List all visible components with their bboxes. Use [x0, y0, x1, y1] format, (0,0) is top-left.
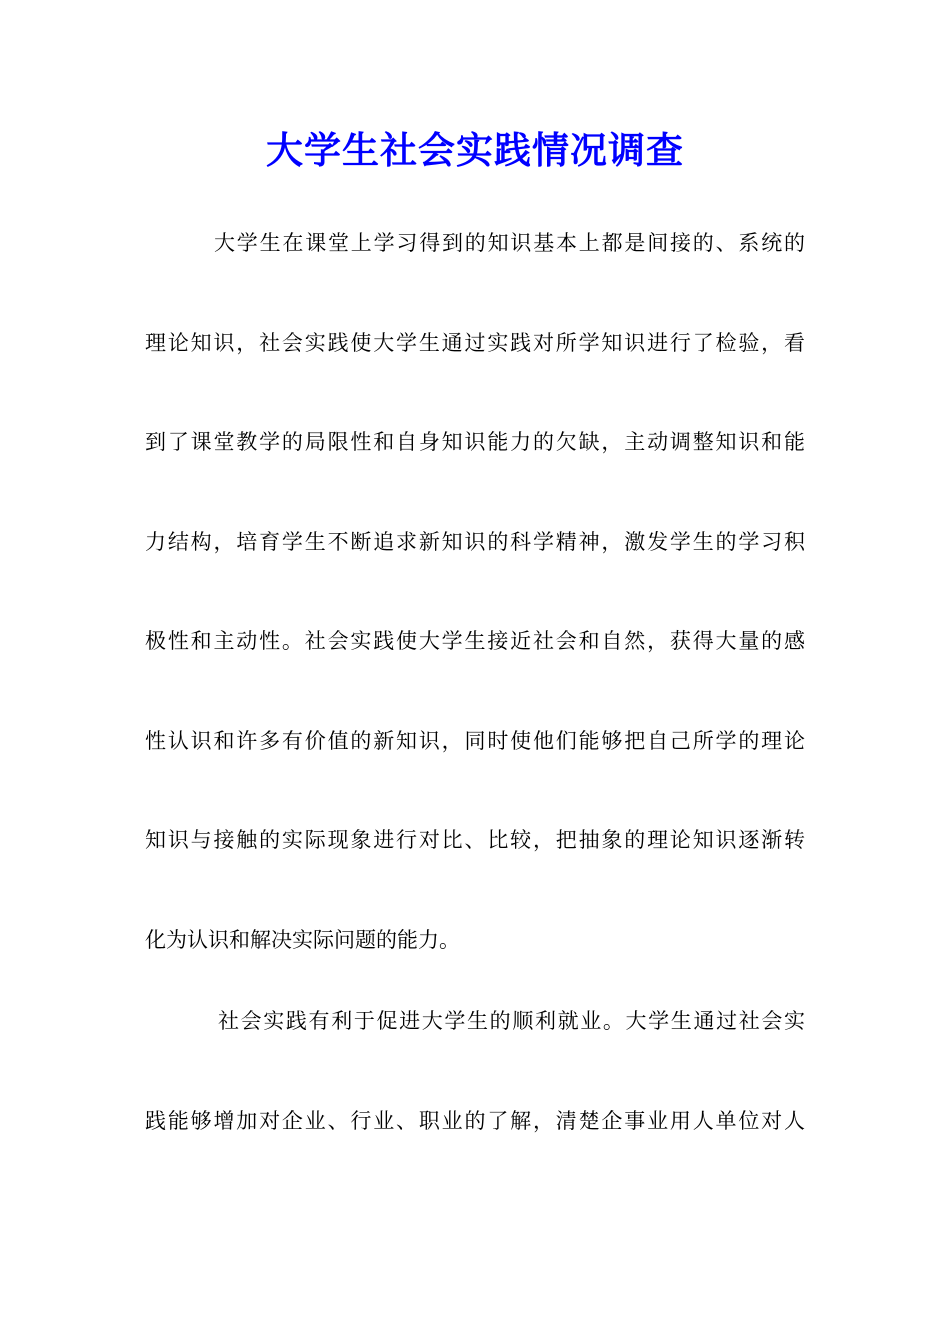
paragraph-2-line-2: 践能够增加对企业、行业、职业的了解，清楚企事业用人单位对人: [145, 1109, 805, 1133]
document-title: 大学生社会实践情况调查: [266, 128, 684, 172]
paragraph-2-line-1: 社会实践有利于促进大学生的顺利就业。大学生通过社会实: [218, 1009, 805, 1033]
paragraph-1-line-8: 化为认识和解决实际问题的能力。: [145, 928, 460, 952]
paragraph-1-line-7: 知识与接触的实际现象进行对比、比较，把抽象的理论知识逐渐转: [145, 828, 805, 852]
paragraph-1-line-5: 极性和主动性。社会实践使大学生接近社会和自然，获得大量的感: [145, 629, 805, 653]
paragraph-1-line-1: 大学生在课堂上学习得到的知识基本上都是间接的、系统的: [214, 231, 805, 255]
paragraph-1-line-4: 力结构，培育学生不断追求新知识的科学精神，激发学生的学习积: [145, 530, 805, 554]
paragraph-1-line-2: 理论知识，社会实践使大学生通过实践对所学知识进行了检验，看: [145, 331, 805, 355]
paragraph-1-line-3: 到了课堂教学的局限性和自身知识能力的欠缺，主动调整知识和能: [145, 430, 805, 454]
paragraph-1-line-6: 性认识和许多有价值的新知识，同时使他们能够把自己所学的理论: [145, 729, 805, 753]
